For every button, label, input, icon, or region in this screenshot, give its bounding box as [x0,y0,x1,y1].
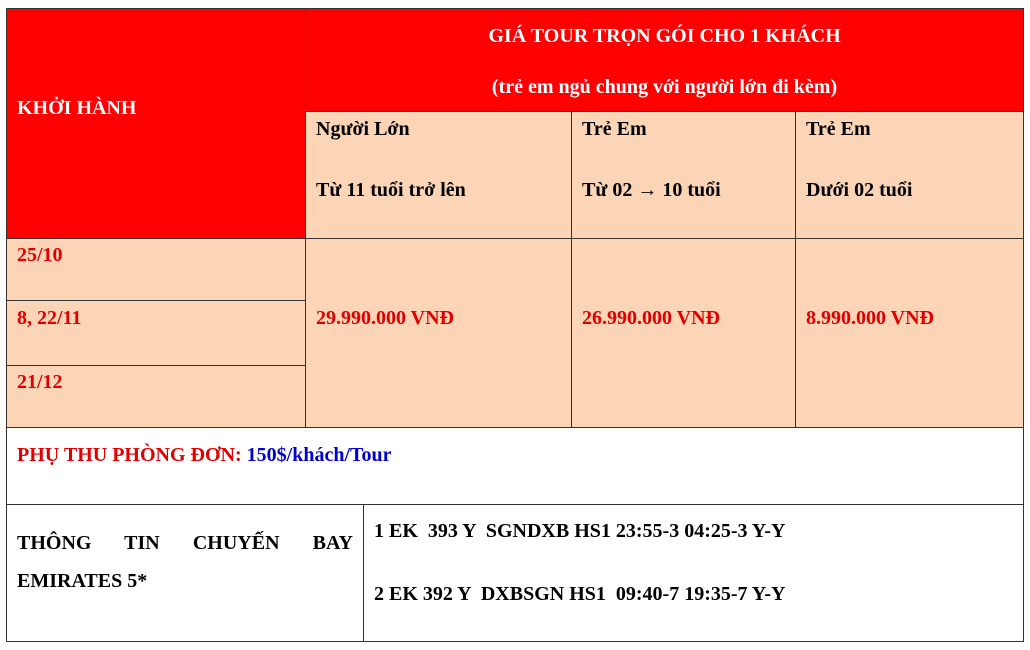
flight-label-cell [6,504,364,642]
departure-header-label: KHỞI HÀNH [17,97,137,119]
departure-date-cell [6,365,306,428]
flight-label-line2: EMIRATES 5* [17,570,148,592]
price-child-cell [571,238,796,428]
category-age: Dưới 02 tuổi [806,179,913,201]
surcharge-value: 150$/khách/Tour [246,444,392,466]
surcharge-label: PHỤ THU PHÒNG ĐƠN: [17,444,242,466]
departure-date: 25/10 [17,244,63,266]
category-label: Trẻ Em [806,118,871,140]
price-header-subtitle: (trẻ em ngủ chung với người lớn đi kèm) [491,76,838,98]
category-age: Từ 11 tuổi trở lên [316,179,466,201]
category-label: Trẻ Em [582,118,647,140]
price-header-cell [305,8,1024,112]
price-adult: 29.990.000 VNĐ [316,307,454,329]
flight-segment: 1 EK 393 Y SGNDXB HS1 23:55-3 04:25-3 Y-Y [374,520,786,542]
departure-date: 21/12 [17,371,63,393]
category-age: Từ 02 → 10 tuổi [582,179,721,201]
departure-date-cell [6,238,306,301]
surcharge-row [6,427,1024,505]
departure-header-cell [6,8,306,239]
price-infant-cell [795,238,1024,428]
category-label: Người Lớn [316,118,410,140]
category-child-cell [571,111,796,239]
category-infant-cell [795,111,1024,239]
price-header-title: GIÁ TOUR TRỌN GÓI CHO 1 KHÁCH [488,25,841,47]
price-infant: 8.990.000 VNĐ [806,307,934,329]
flight-segments-cell [363,504,1024,642]
flight-label-line1: THÔNG TIN CHUYẾN BAY [17,532,353,554]
departure-date: 8, 22/11 [17,307,82,329]
category-adult-cell [305,111,572,239]
flight-segment: 2 EK 392 Y DXBSGN HS1 09:40-7 19:35-7 Y-Y [374,583,786,605]
price-child: 26.990.000 VNĐ [582,307,720,329]
departure-date-cell [6,300,306,366]
price-adult-cell [305,238,572,428]
